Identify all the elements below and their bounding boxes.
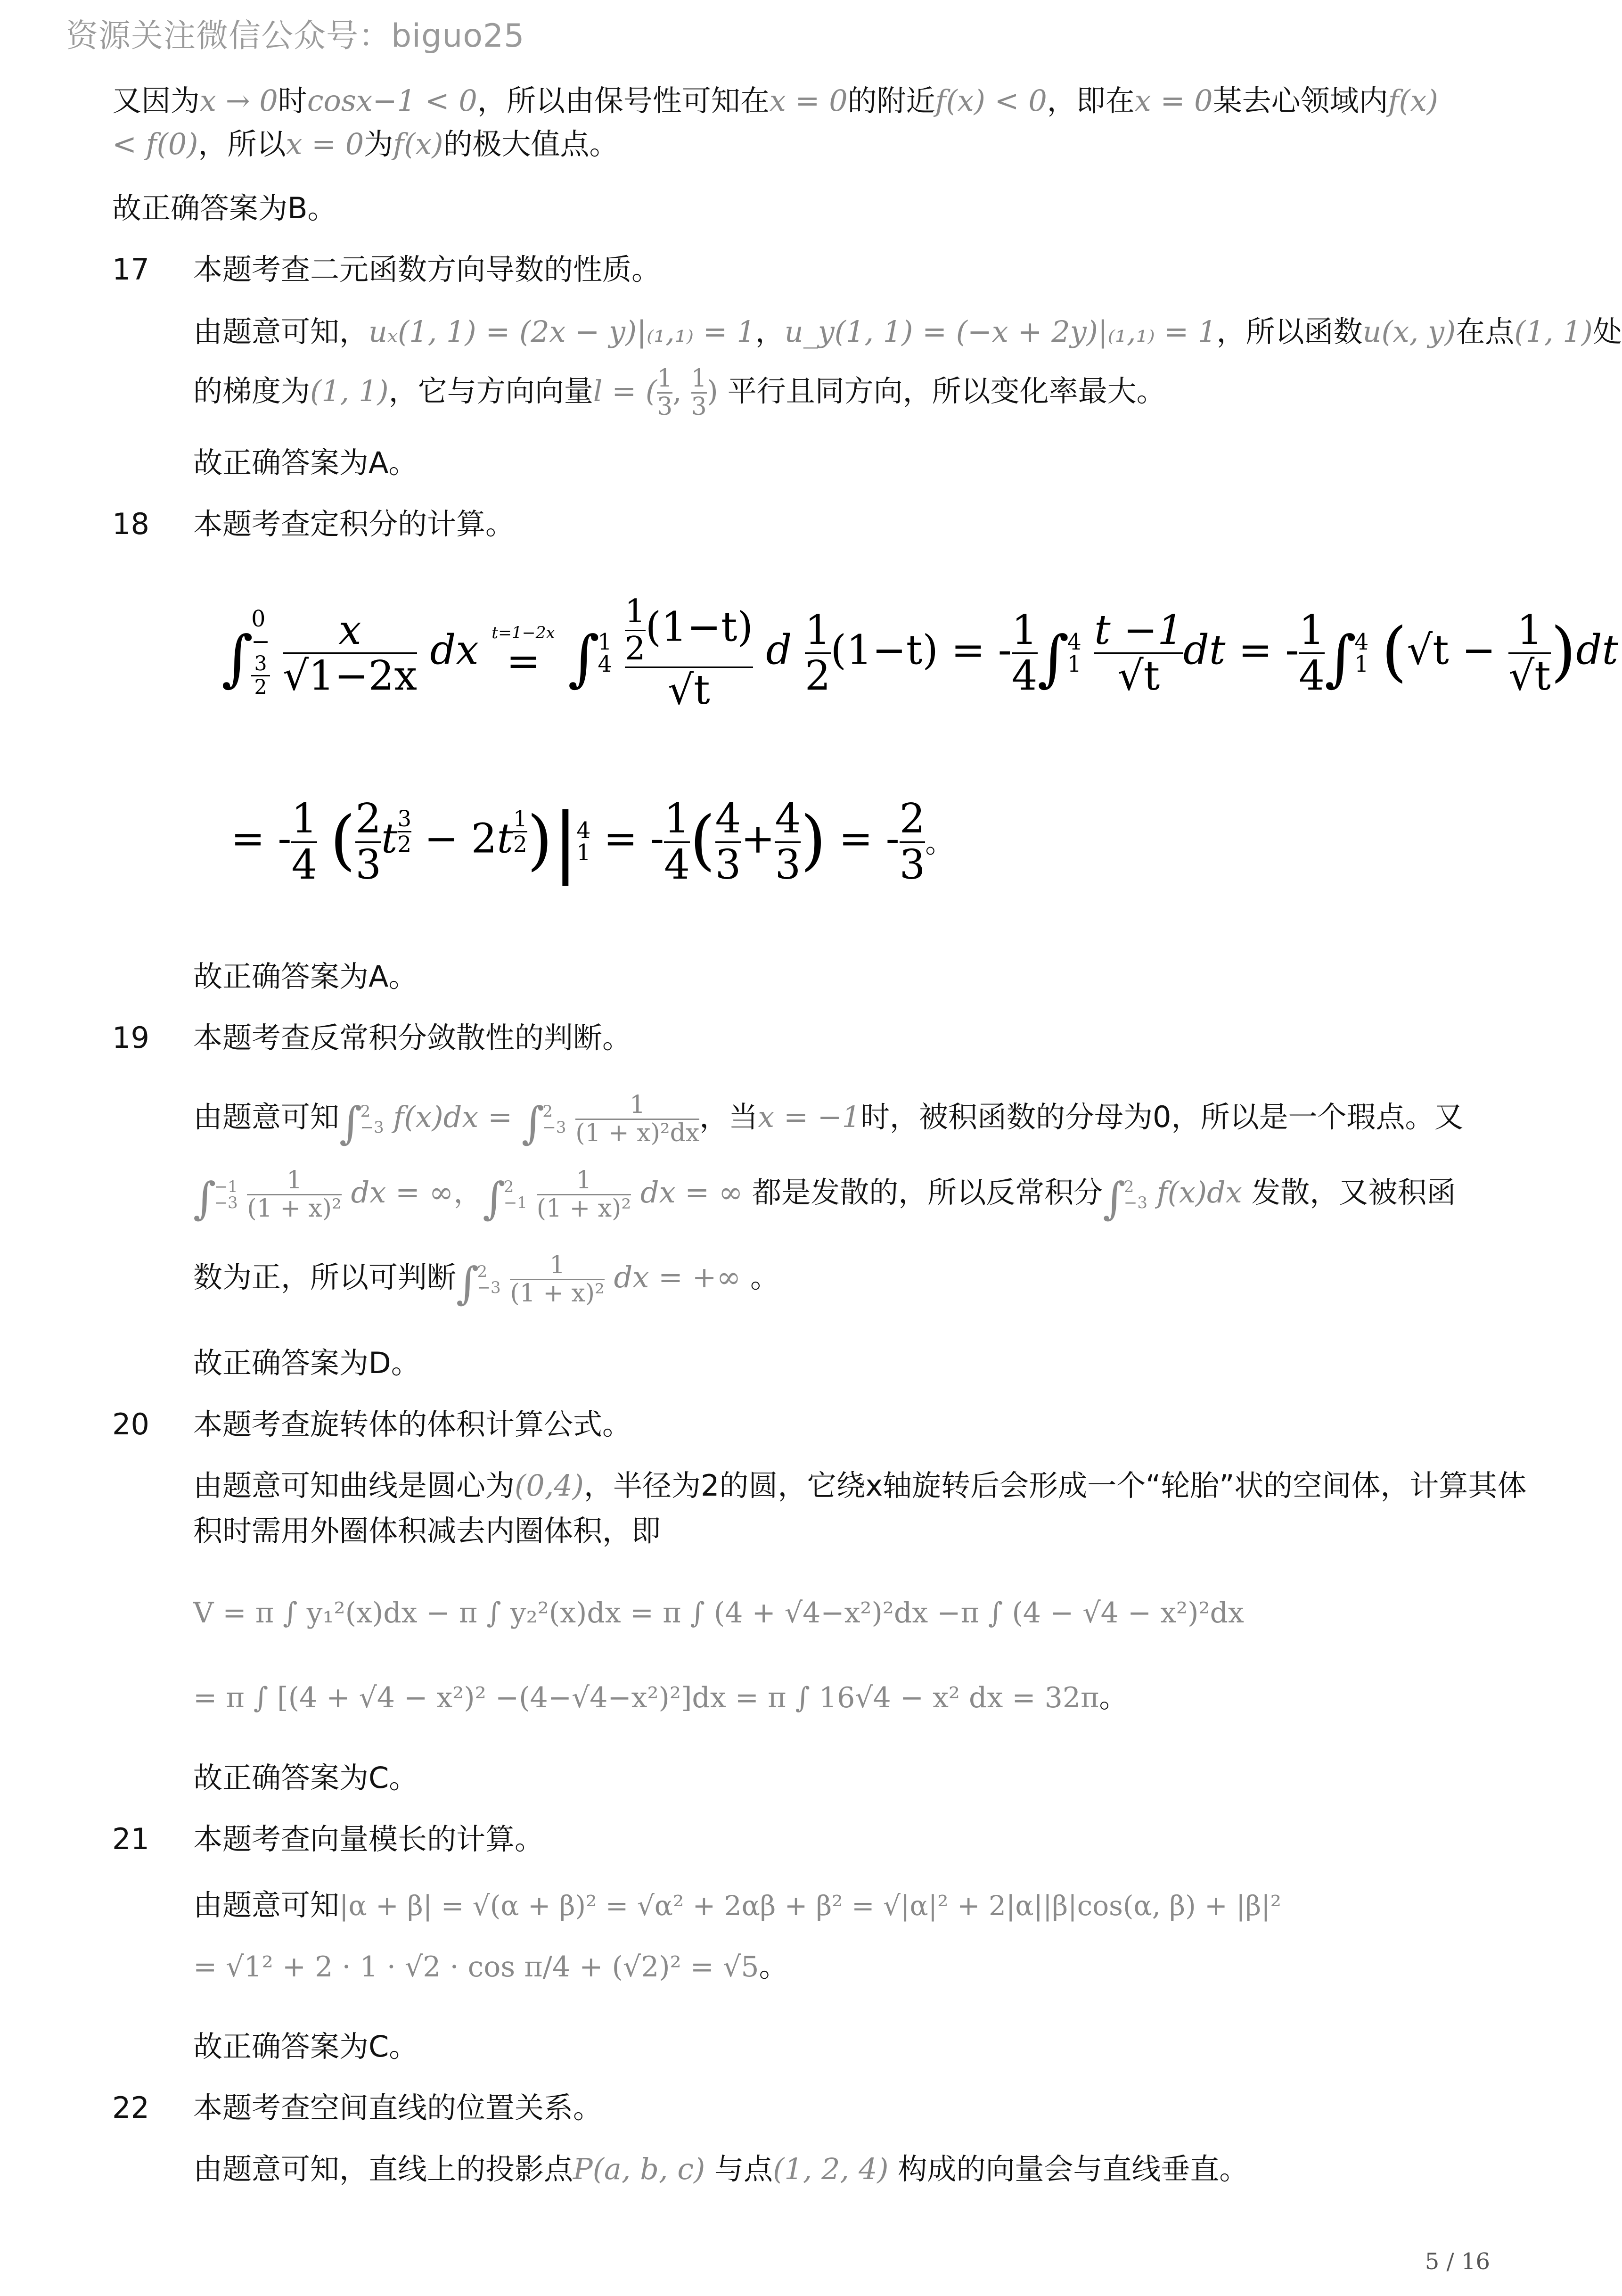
- text: ，半径为2的圆，它绕x轴旋转后会形成一个“轮胎”状的空间体，计算其体: [584, 1468, 1527, 1503]
- text: 由题意可知: [193, 1888, 340, 1922]
- q21-line-2: [193, 1942, 788, 1992]
- q19-line-1: 由题意可知∫ 2 −3 f(x)dx = ∫ 2 −3 $\frac{1}{\text{(1 + x)²dx}}$ ，当x = −1时，被积函数的分母为0，所以是一个瑕点。又: [193, 1091, 1464, 1149]
- text: ，所以由保号性可知在: [477, 83, 770, 118]
- watermark: 资源关注微信公众号：biguo25: [66, 17, 525, 55]
- math: x → 0: [200, 83, 278, 118]
- q21-line-1: [193, 1881, 1281, 1930]
- integral-line-2: = - $\frac{1}{4}$ ( $\frac{2}{3}$ t $^{\frac{3}{2}}$ − 2t $^{\frac{1}{2}}$ )| 4 1 = - $\frac{1}{4}$ ( $\frac{4}{3}$ + $\frac{4}{3}$ ) = - $\frac{2}{3}$ 。: [231, 795, 954, 889]
- q20-formula-1: V = π ∫ y₁²(x)dx − π ∫ y₂²(x)dx = π ∫ (4 + √4−x²)²dx −π ∫ (4 − √4 − x²)²dx: [193, 1597, 1244, 1629]
- question-number: 20: [112, 1407, 149, 1441]
- text: 某去心领域内: [1212, 83, 1388, 118]
- page-number: 5 / 16: [1425, 2248, 1490, 2275]
- q17-answer: 故正确答案为A。: [193, 445, 418, 480]
- text: 。: [750, 1260, 779, 1294]
- q17-line-2: 的梯度为(1, 1)，它与方向向量l = ( $\frac{1}{3}$ , $\frac{1}{3}$ ) 平行且同方向，所以变化率最大。: [193, 364, 1166, 421]
- math: = π ∫ [(4 + √4 − x²)² −(4−√4−x²)²]dx = π ∫ 16√4 − x² dx = 32π: [193, 1681, 1099, 1714]
- text: 又因为: [112, 83, 200, 118]
- text: 由题意可知: [193, 1100, 340, 1134]
- q16-line-2: [112, 120, 619, 169]
- text: 处: [1592, 314, 1622, 349]
- q18-answer: 故正确答案为A。: [193, 959, 418, 994]
- math: cosx−1 < 0: [307, 83, 477, 118]
- text: 由题意可知，: [193, 314, 369, 349]
- q19-answer: 故正确答案为D。: [193, 1346, 420, 1380]
- text: 构成的向量会与直线垂直。: [898, 2152, 1249, 2186]
- fraction: $\frac{1}{3}$: [691, 364, 707, 421]
- question-number: 19: [112, 1020, 149, 1055]
- math: x = 0: [286, 127, 364, 161]
- math: (1, 2, 4): [773, 2152, 889, 2186]
- math: f(x): [1388, 83, 1438, 118]
- text: 与点: [714, 2152, 773, 2186]
- q16-answer: 故正确答案为B。: [112, 191, 337, 225]
- text: 数为正，所以可判断: [193, 1260, 457, 1294]
- question-number: 18: [112, 507, 149, 541]
- text: 时: [278, 83, 307, 118]
- text: ，即在: [1047, 83, 1135, 118]
- math: f(x): [393, 127, 443, 161]
- text: ，它与方向向量: [388, 374, 593, 408]
- q20-answer: 故正确答案为C。: [193, 1761, 418, 1795]
- question-number: 21: [112, 1822, 149, 1856]
- text: 平行且同方向，所以变化率最大。: [727, 374, 1166, 408]
- math: x = 0: [769, 83, 848, 118]
- fraction: $\frac{1}{3}$: [657, 364, 673, 421]
- text: 都是发散的，所以反常积分: [752, 1175, 1103, 1210]
- text: 的附近: [847, 83, 935, 118]
- integral-line-1: ∫ 0 − 3 2 $\frac{x}{√1-2x}$ dx t=1−2x = ∫ 1 4 $\frac{1}{2}$ (1−t) √t d $\frac{1}{2}$ (1−t) = - $\frac{1}{4}$ ∫ 4 1 $\frac{t -1}{√t}$ dt = - $\frac{1}{4}$ ∫ 4 1 (√t − $\frac{1}{√t}$ )dt: [221, 593, 1619, 714]
- math: = √1² + 2 · 1 · √2 · cos π/4 + (√2)² = √5: [193, 1950, 759, 1983]
- text: ，当: [699, 1100, 758, 1134]
- question-title: 本题考查定积分的计算。: [193, 507, 515, 541]
- math: uₓ(1, 1) = (2x − y)|₍₁,₁₎ = 1: [369, 314, 755, 349]
- q22-line-1: [193, 2145, 1248, 2194]
- text: 的极大值点。: [443, 127, 619, 161]
- q21-answer: 故正确答案为C。: [193, 2029, 418, 2064]
- text: ，所以: [198, 127, 286, 161]
- math: f(x) < 0: [935, 83, 1047, 118]
- text: 。: [759, 1949, 788, 1983]
- text: ，: [755, 314, 785, 349]
- math: (0,4): [515, 1468, 584, 1503]
- math: < f(0): [112, 127, 198, 161]
- question-title: 本题考查空间直线的位置关系。: [193, 2090, 603, 2125]
- math: u_y(1, 1) = (−x + 2y)|₍₁,₁₎ = 1: [784, 314, 1217, 349]
- q19-line-3: 数为正，所以可判断∫ 2 −3 $\frac{1}{\text{(1 + x)²}}$ dx = +∞ 。: [193, 1251, 779, 1309]
- text: 。: [1099, 1681, 1128, 1714]
- text: 发散，又被积函: [1251, 1175, 1456, 1210]
- math: u(x, y): [1362, 314, 1456, 349]
- text: 为: [364, 127, 393, 161]
- text: 的梯度为: [193, 374, 311, 408]
- text: 在点: [1456, 314, 1515, 349]
- math: l = (: [593, 374, 657, 408]
- question-title: 本题考查反常积分敛散性的判断。: [193, 1020, 632, 1055]
- text: 由题意可知曲线是圆心为: [193, 1468, 515, 1503]
- math: P(a, b, c): [573, 2152, 705, 2186]
- text: 由题意可知，直线上的投影点: [193, 2152, 573, 2186]
- math: (1, 1): [1514, 314, 1593, 349]
- q16-line-1: [112, 76, 1438, 125]
- question-title: 本题考查向量模长的计算。: [193, 1822, 544, 1856]
- text: ，所以函数: [1216, 314, 1363, 349]
- math: (1, 1): [310, 374, 389, 408]
- math: x = 0: [1134, 83, 1213, 118]
- math: x = −1: [758, 1100, 861, 1134]
- q20-line-2: 积时需用外圈体积减去内圈体积，即: [193, 1514, 661, 1548]
- question-title: 本题考查旋转体的体积计算公式。: [193, 1407, 632, 1441]
- text: 时，被积函数的分母为0，所以是一个瑕点。又: [860, 1100, 1464, 1134]
- question-number: 17: [112, 252, 149, 287]
- math: |α + β| = √(α + β)² = √α² + 2αβ + β² = √|α|² + 2|α||β|cos(α, β) + |β|²: [339, 1890, 1282, 1922]
- q20-formula-2: [193, 1673, 1128, 1722]
- q20-line-1: [193, 1461, 1526, 1510]
- question-number: 22: [112, 2090, 149, 2125]
- q17-line-1: [193, 307, 1622, 356]
- question-title: 本题考查二元函数方向导数的性质。: [193, 252, 661, 287]
- q19-line-2: ∫ −1 −3 $\frac{1}{\text{(1 + x)²}}$ dx = ∞，∫ 2 −1 $\frac{1}{\text{(1 + x)²}}$ dx = ∞ 都是发散的，所以反常积分∫ 2 −3 f(x)dx 发散，又被积函: [193, 1166, 1456, 1224]
